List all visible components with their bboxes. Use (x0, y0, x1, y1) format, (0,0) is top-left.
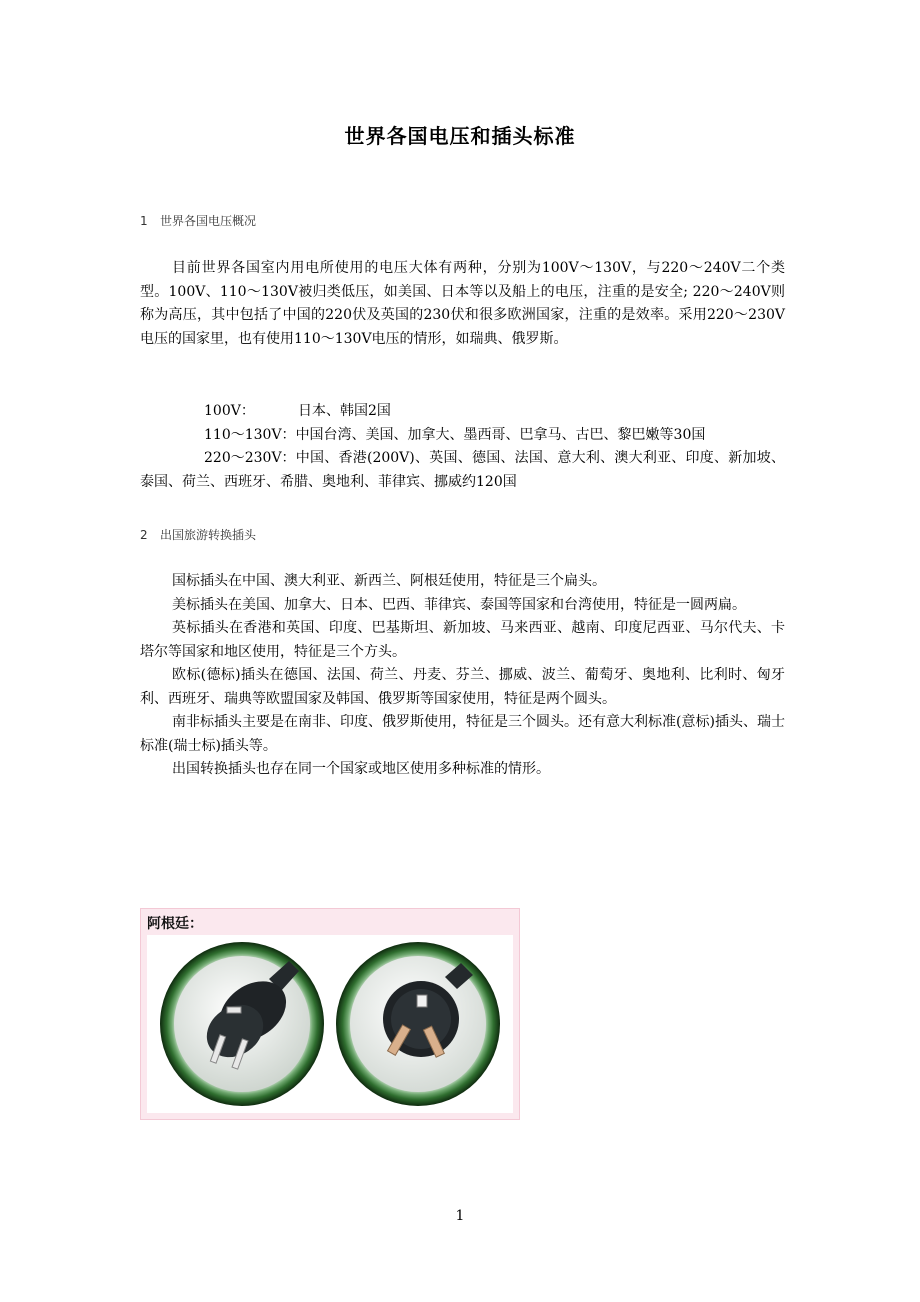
plug-paragraph-china: 国标插头在中国、澳大利亚、新西兰、阿根廷使用，特征是三个扁头。 (172, 573, 606, 589)
argentina-plug-photo-2 (333, 939, 503, 1109)
plug-paragraph-us: 美标插头在美国、加拿大、日本、巴西、菲律宾、泰国等国家和台湾使用，特征是一圆两扁。 (172, 596, 746, 613)
voltage-countries: 中国台湾、美国、加拿大、墨西哥、巴拿马、古巴、黎巴嫩等30国 (295, 426, 706, 443)
section-1-heading (140, 212, 256, 229)
voltage-row (140, 447, 785, 494)
voltage-label: 220～230V： (204, 450, 296, 466)
voltage-label: 100V： (204, 403, 255, 419)
voltage-overview-paragraph: 目前世界各国室内用电所使用的电压大体有两种，分别为100V～130V，与220～240V二个类型。100V、110～130V被归类低压，如美国、日本等以及船上的电压，注重的是安全; 220～240V则称为高压，其中包括了中国的220伏及英国的230伏和很多欧洲国家，注重的是效率。采用220～230V电压的国家里，也有使用110～130V电压的情形，如瑞典、俄罗斯。 (140, 260, 785, 347)
plug-paragraph-eu: 欧标(德标)插头在德国、法国、荷兰、丹麦、芬兰、挪威、波兰、葡萄牙、奥地利、比利时、匈牙利、西班牙、瑞典等欧盟国家及韩国、俄罗斯等国家使用，特征是两个圆头。 (140, 667, 785, 707)
section-title: 出国旅游转换插头 (160, 528, 257, 542)
plug-paragraph-multiple: 出国转换插头也存在同一个国家或地区使用多种标准的情形。 (172, 761, 550, 777)
voltage-countries: 中国、香港(200V)、英国、德国、法国、意大利、澳大利亚、印度、新加坡、泰国、荷兰、西班牙、希腊、奥地利、菲律宾、挪威约120国 (140, 450, 785, 490)
section-number: 2 (140, 528, 148, 542)
page-number: 1 (455, 1208, 465, 1224)
figure-photo-area (147, 935, 513, 1113)
section-title: 世界各国电压概况 (160, 214, 257, 228)
voltage-row (140, 400, 785, 424)
figure-caption: 阿根廷： (147, 916, 203, 932)
voltage-countries: 日本、韩国2国 (298, 403, 391, 419)
voltage-label: 110～130V： (204, 426, 296, 443)
section-2-heading (140, 526, 256, 543)
argentina-plug-photo-1 (157, 939, 327, 1109)
voltage-list (140, 400, 785, 494)
plug-paragraph-uk: 英标插头在香港和英国、印度、巴基斯坦、新加坡、马来西亚、越南、印度尼西亚、马尔代夫、卡塔尔等国家和地区使用，特征是三个方头。 (140, 620, 785, 660)
plug-standards-text (140, 570, 785, 782)
page-title: 世界各国电压和插头标准 (344, 124, 576, 148)
argentina-plug-figure (140, 908, 520, 1120)
section-number: 1 (140, 214, 148, 228)
voltage-row (140, 424, 785, 448)
plug-paragraph-south-africa: 南非标插头主要是在南非、印度、俄罗斯使用，特征是三个圆头。还有意大利标准(意标)插头、瑞士标准(瑞士标)插头等。 (140, 714, 785, 754)
